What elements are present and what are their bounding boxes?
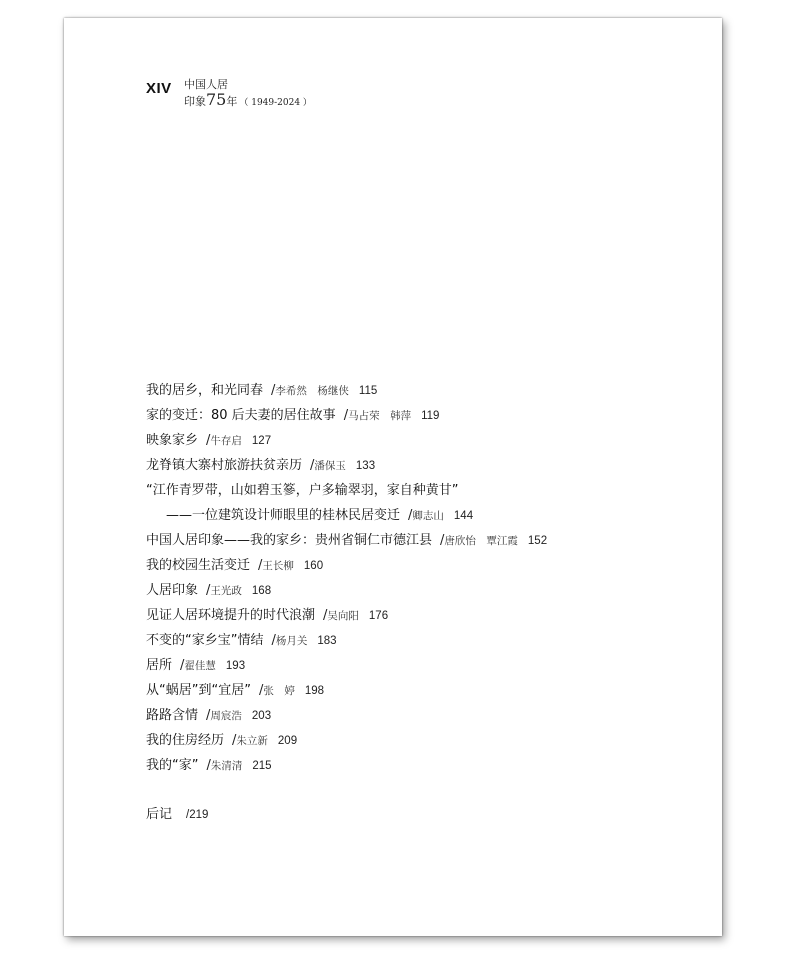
toc-entry-title: ——一位建筑设计师眼里的桂林民居变迁 bbox=[166, 508, 401, 523]
toc-entry-page: 127 bbox=[251, 435, 272, 447]
running-head-years: （ 1949-2024 ） bbox=[239, 98, 312, 108]
toc-entry-author: 朱立新 bbox=[236, 735, 268, 747]
toc-entry-author: 牛存启 bbox=[210, 435, 242, 447]
running-head-line2 bbox=[184, 92, 414, 111]
toc-entry-title: 中国人居印象——我的家乡：贵州省铜仁市德江县 bbox=[146, 533, 433, 548]
toc-entry-page: 215 bbox=[252, 760, 272, 772]
toc-entry[interactable] bbox=[146, 382, 377, 400]
toc-entry[interactable] bbox=[146, 607, 388, 625]
toc-entry-author: 王长柳 bbox=[262, 560, 294, 572]
toc-entry[interactable] bbox=[146, 582, 271, 600]
toc-entry-title: 龙脊镇大寨村旅游扶贫亲历 bbox=[146, 458, 303, 473]
toc-slash: / bbox=[206, 583, 211, 598]
toc-entry-author: 杨月关 bbox=[275, 635, 308, 647]
toc-slash: / bbox=[343, 408, 349, 423]
page-folio: XIV bbox=[146, 80, 172, 97]
toc-entry-title: 居所 bbox=[146, 658, 173, 673]
toc-entry-title: 我的住房经历 bbox=[146, 733, 225, 748]
toc-entry-author: 张 婷 bbox=[263, 685, 295, 697]
toc-entry-page: 119 bbox=[421, 410, 440, 422]
toc-entry[interactable] bbox=[146, 557, 323, 575]
toc-entry-author: 朱清清 bbox=[210, 760, 243, 772]
toc-entry-author: 翟佳慧 bbox=[184, 660, 216, 672]
toc-slash: / bbox=[258, 558, 263, 573]
toc-entry-page: 193 bbox=[225, 660, 246, 672]
toc-entry-title: 不变的“家乡宝”情结 bbox=[146, 633, 264, 648]
toc-entry[interactable] bbox=[146, 532, 547, 550]
toc-entry-page: 133 bbox=[355, 460, 376, 472]
toc-entry-title: 从“蜗居”到“宜居” bbox=[146, 683, 251, 698]
toc-entry-title: 家的变迁：80 后夫妻的居住故事 bbox=[146, 408, 336, 423]
toc-entry-page: 209 bbox=[277, 735, 298, 747]
toc-entry-page: 152 bbox=[527, 535, 548, 547]
running-head-prefix: 印象 bbox=[184, 95, 206, 108]
toc-entry-title: “江作青罗带，山如碧玉篸，户多输翠羽，家自种黄甘” bbox=[146, 483, 459, 498]
toc-slash: / bbox=[323, 608, 328, 623]
toc-slash: / bbox=[271, 383, 276, 398]
toc-slash: / bbox=[232, 733, 237, 748]
running-head bbox=[184, 78, 414, 111]
toc-entry-page: 168 bbox=[251, 585, 272, 597]
toc-entry-title: 映象家乡 bbox=[146, 433, 199, 448]
toc-entry-page: 183 bbox=[317, 635, 337, 647]
toc-entry[interactable] bbox=[146, 632, 337, 650]
toc-entry[interactable] bbox=[146, 757, 272, 775]
toc-entry[interactable] bbox=[146, 407, 439, 425]
toc-entry[interactable] bbox=[146, 457, 375, 475]
toc-afterword[interactable] bbox=[146, 806, 208, 824]
afterword-title: 后记 bbox=[146, 807, 173, 822]
toc-entry-page: 198 bbox=[304, 685, 325, 697]
toc-entry-title: 我的校园生活变迁 bbox=[146, 558, 251, 573]
toc-entry-subtitle[interactable] bbox=[146, 507, 473, 525]
toc-entry-author: 吴向阳 bbox=[327, 610, 359, 622]
toc-entry[interactable] bbox=[146, 732, 297, 750]
toc-slash: / bbox=[440, 533, 445, 548]
toc-entry-author: 李希然 杨继侠 bbox=[275, 385, 349, 397]
afterword-page: /219 bbox=[186, 809, 209, 821]
toc-slash: / bbox=[206, 708, 211, 723]
toc-entry-page: 176 bbox=[368, 610, 389, 622]
toc-slash: / bbox=[206, 758, 211, 773]
toc-slash: / bbox=[206, 433, 211, 448]
toc-entry-author: 周宸浩 bbox=[210, 710, 242, 722]
toc-slash: / bbox=[180, 658, 185, 673]
toc-slash: / bbox=[408, 508, 413, 523]
toc-entry-author: 唐欣怡 覃江霞 bbox=[444, 535, 518, 547]
toc-entry-quote[interactable] bbox=[146, 482, 458, 500]
running-head-line1: 中国人居 bbox=[184, 78, 228, 91]
toc-entry-title: 我的居乡，和光同春 bbox=[146, 383, 264, 398]
toc-entry-author: 马占荣 韩萍 bbox=[348, 410, 412, 422]
toc-entry-title: 见证人居环境提升的时代浪潮 bbox=[146, 608, 316, 623]
running-head-number: 75 bbox=[206, 90, 227, 109]
toc-entry-title: 路路含情 bbox=[146, 708, 199, 723]
toc-entry-page: 160 bbox=[303, 560, 324, 572]
running-head-suffix: 年 bbox=[226, 95, 238, 108]
toc-slash: / bbox=[310, 458, 315, 473]
toc-entry-page: 115 bbox=[358, 385, 378, 397]
book-page bbox=[64, 18, 722, 936]
toc-entry-page: 203 bbox=[251, 710, 272, 722]
toc-entry-page: 144 bbox=[453, 510, 474, 522]
toc-slash: / bbox=[258, 683, 264, 698]
toc-entry-author: 卿志山 bbox=[412, 510, 444, 522]
toc-entry-author: 潘保玉 bbox=[314, 460, 346, 472]
toc-entry-title: 人居印象 bbox=[146, 583, 199, 598]
toc-slash: / bbox=[271, 633, 276, 648]
toc-entry-title: 我的“家” bbox=[146, 758, 199, 773]
toc-entry[interactable] bbox=[146, 682, 324, 700]
toc-entry[interactable] bbox=[146, 432, 271, 450]
toc-entry[interactable] bbox=[146, 657, 245, 675]
toc-entry-author: 王光政 bbox=[210, 585, 242, 597]
toc-entry[interactable] bbox=[146, 707, 271, 725]
